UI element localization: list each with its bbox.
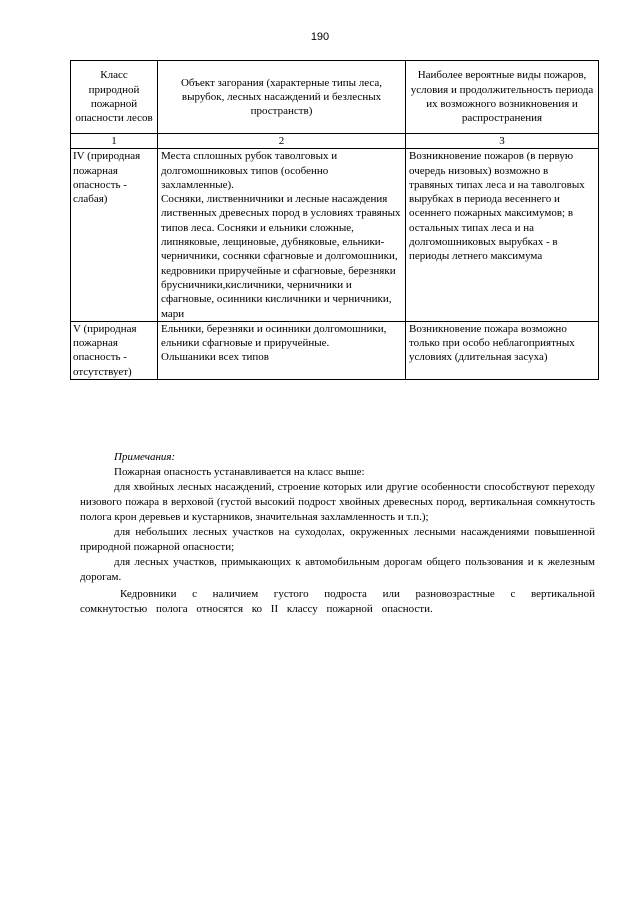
column-number-1: 1 — [71, 134, 158, 149]
column-number-2: 2 — [158, 134, 406, 149]
conditions-cell: Возникновение пожара возможно только при особо неблагоприятных условиях (длительная засуха) — [406, 321, 599, 379]
column-number-3: 3 — [406, 134, 599, 149]
page-number: 190 — [310, 31, 330, 43]
object-text: Ельники, березняки и осинники долгомошники, ельники сфагновые и приручейные. — [161, 322, 387, 350]
object-text: Сосняки, лиственничники и лесные насаждения лиственных древесных пород в условиях травяных типов леса. Сосняки и ельники сложные, липняковые, лещиновые, дубняковые, ельники-черничники, сосняки сфагновые и долгомошники, кедровники приручейные и сфагновые, березняки брусничники,кисличники, черничники и сфагновые, осинники кисличники и черничники, мари — [161, 193, 401, 320]
header-object: Объект загорания (характерные типы леса, вырубок, лесных насаждений и безлесных пространств) — [158, 61, 406, 134]
notes-title: Примечания: — [114, 451, 176, 463]
header-class: Класс природной пожарной опасности лесов — [71, 61, 158, 134]
note-item: для лесных участков, примыкающих к автомобильным дорогам общего пользования и к железным дорогам. — [80, 556, 595, 583]
notes-section — [80, 450, 595, 617]
fire-danger-table — [70, 60, 599, 380]
object-cell — [158, 149, 406, 322]
object-text: Ольшаники всех типов — [161, 351, 269, 364]
class-cell: IV (природная пожарная опасность - слабая) — [71, 149, 158, 322]
object-text: Места сплошных рубок таволговых и долгомошниковых типов (особенно захламленные). — [161, 150, 338, 191]
note-final: Кедровники с наличием густого подроста или разновозрастные с вертикальной сомкнутостью полога относятся ко II классу пожарной опасности. — [80, 588, 595, 615]
class-cell: V (природная пожарная опасность - отсутствует) — [71, 321, 158, 379]
note-item: Пожарная опасность устанавливается на класс выше: — [114, 466, 365, 478]
conditions-cell: Возникновение пожаров (в первую очередь низовых) возможно в травяных типах леса и на таволговых вырубках в периода весеннего и осеннего пожарных максимумов; в остальных типах леса и на долгомошниковых вырубках - в периоды летнего максимума — [406, 149, 599, 322]
table-row-class-iv — [71, 149, 599, 322]
header-conditions: Наиболее вероятные виды пожаров, условия и продолжительность периода их возможного возникновения и распространения — [406, 61, 599, 134]
column-number-row — [71, 134, 599, 149]
object-cell — [158, 321, 406, 379]
note-item: для небольших лесных участков на суходолах, окруженных лесными насаждениями повышенной природной пожарной опасности; — [80, 526, 595, 553]
note-item: для хвойных лесных насаждений, строение которых или другие особенности способствуют переходу низового пожара в верховой (густой высокий подрост хвойных древесных пород, вертикальная сомкнутость полога крон деревьев и кустарников, значительная захламленность и т.п.); — [80, 481, 595, 523]
table-row-class-v — [71, 321, 599, 379]
table-header-row — [71, 61, 599, 134]
